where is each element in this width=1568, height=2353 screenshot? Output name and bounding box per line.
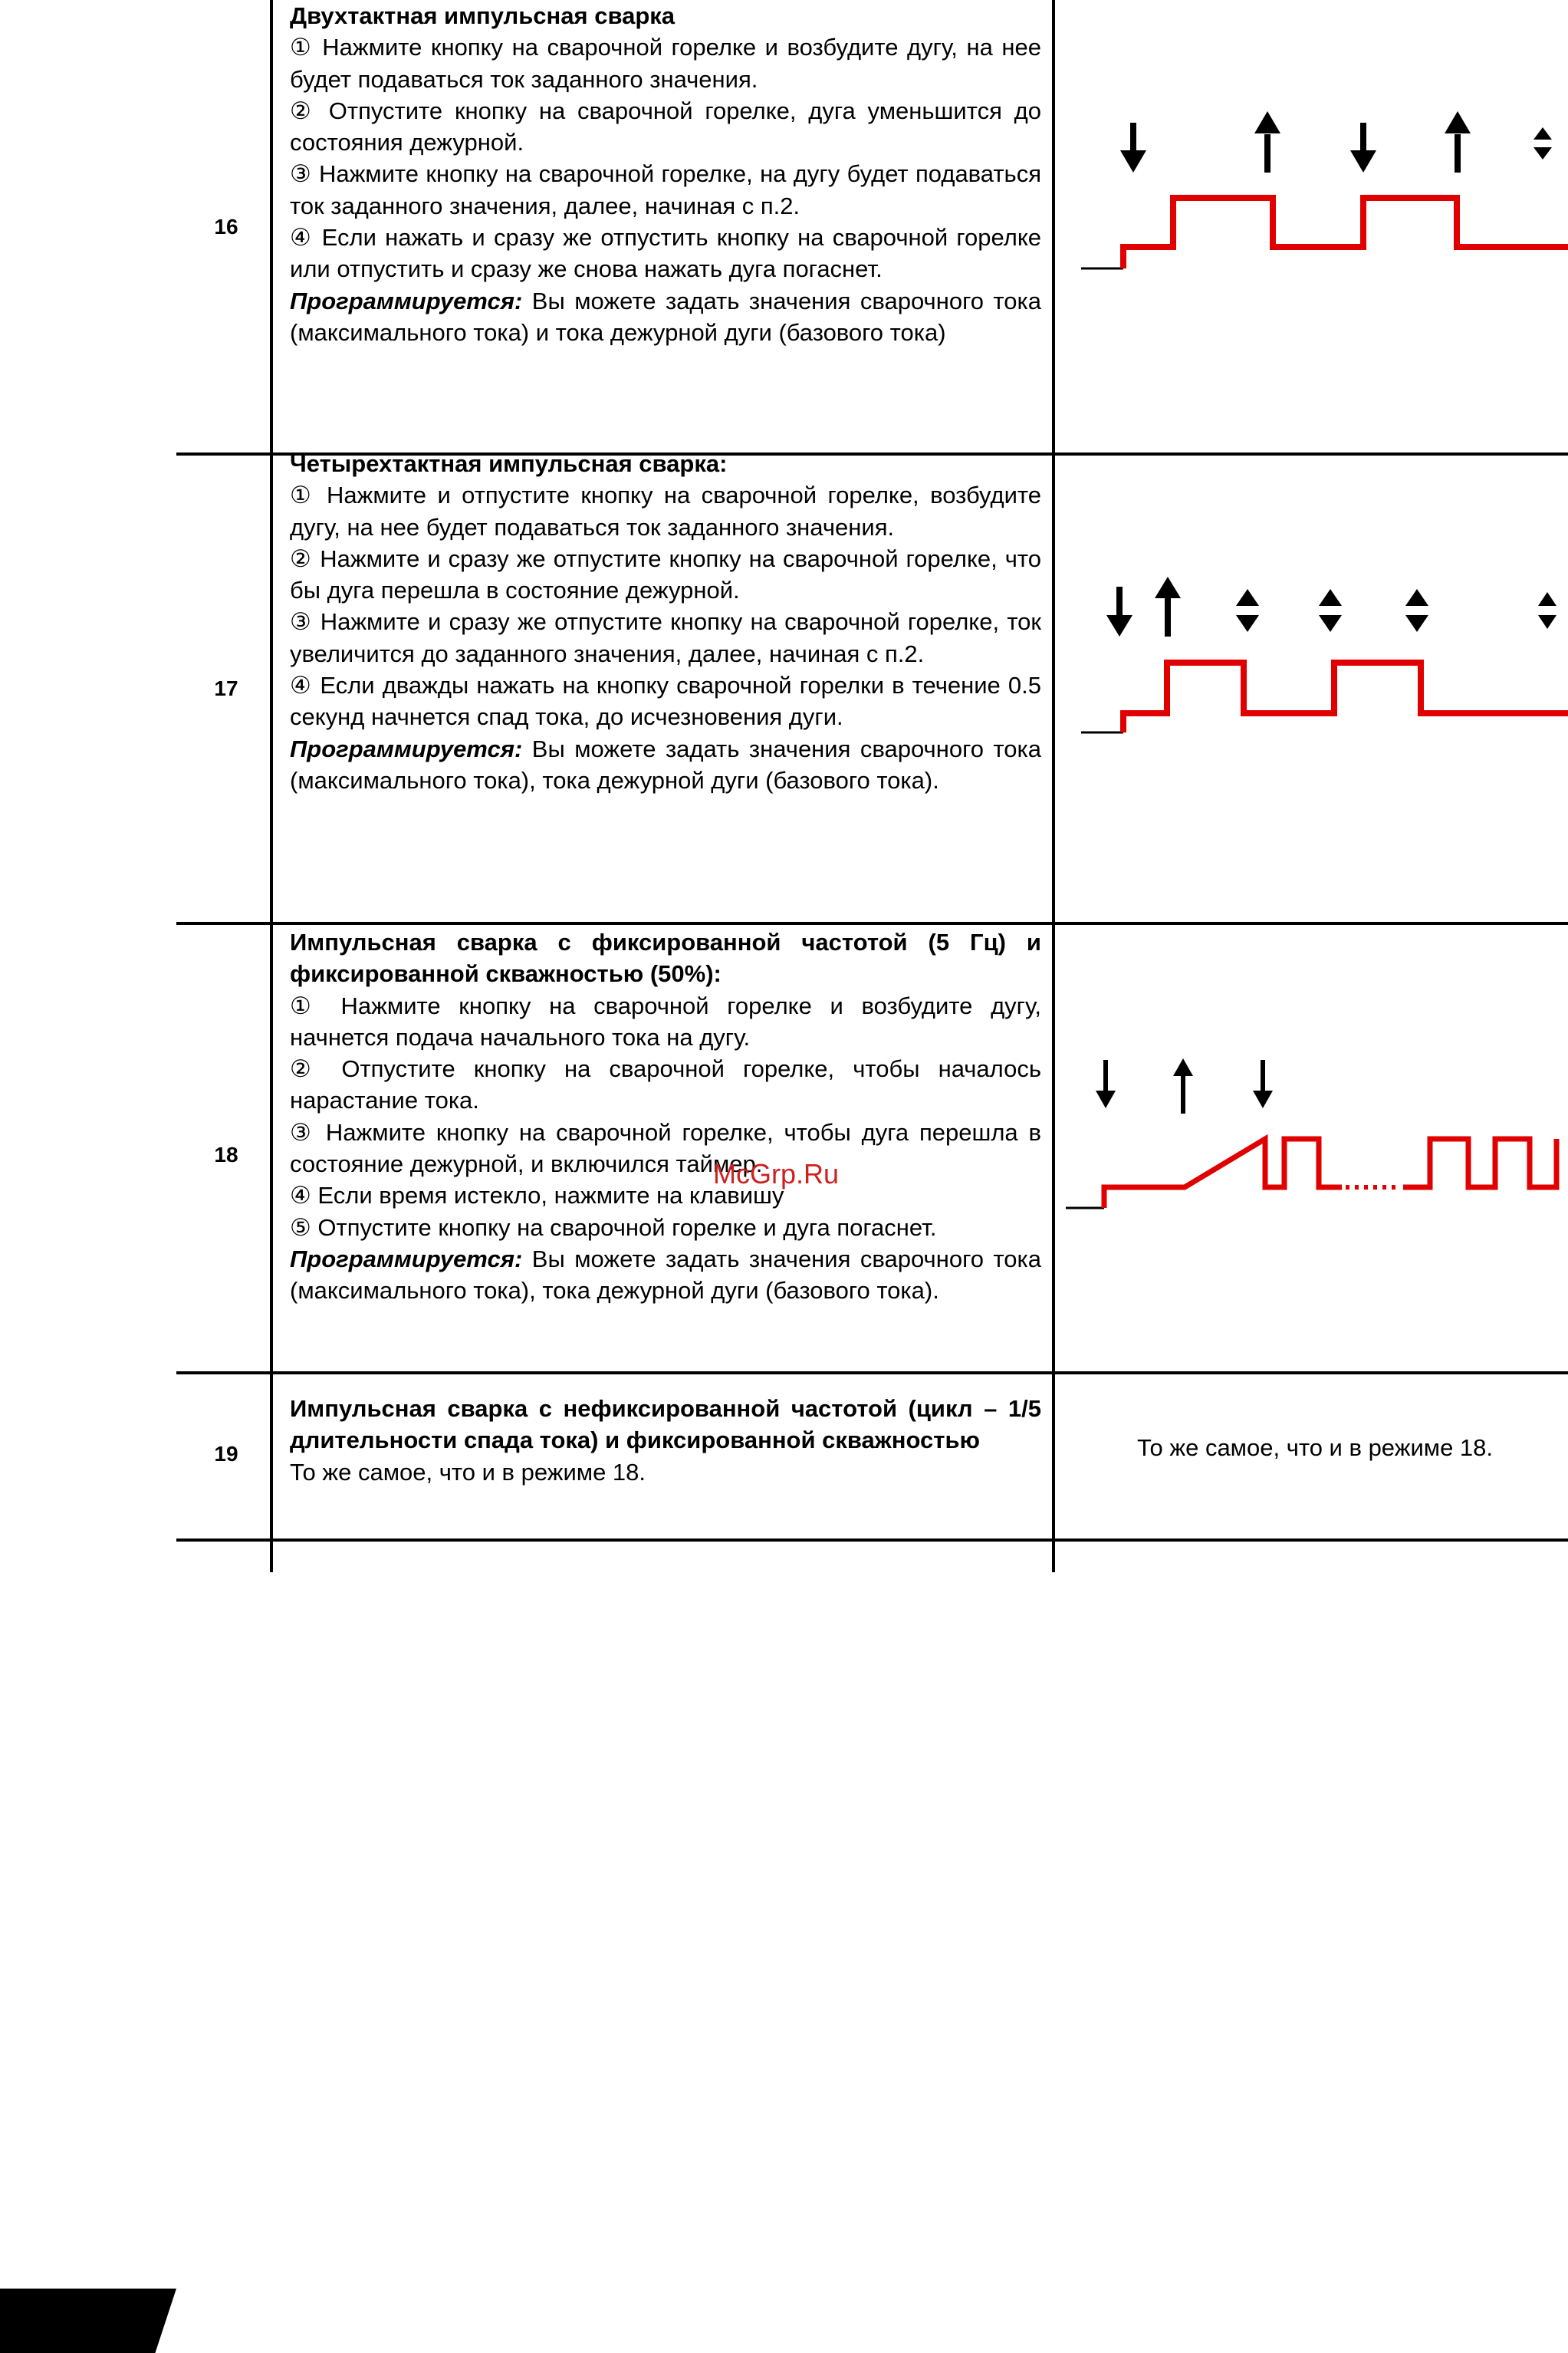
step-4: ④ Если дважды нажать на кнопку сварочной горелки в течение 0.5 секунд начнется спад тока, до исчезновения дуги. xyxy=(290,672,1041,731)
programmable-label: Программируется: xyxy=(290,1245,523,1272)
down-arrow-icon xyxy=(1350,123,1376,173)
row-description xyxy=(290,1393,1041,1488)
programmable-note xyxy=(290,733,1041,797)
row-description xyxy=(290,926,1041,1307)
down-arrow-icon xyxy=(1120,123,1146,173)
programmable-text: Вы можете задать значения сварочного тока (максимального тока), тока дежурной дуги (базового тока). xyxy=(290,1245,1041,1305)
up-down-arrow-icon xyxy=(1236,589,1259,632)
up-arrow-icon xyxy=(1254,111,1280,173)
step-2: ② Отпустите кнопку на сварочной горелке, чтобы началось нарастание тока. xyxy=(290,1055,1041,1114)
step-2: ② Нажмите и сразу же отпустите кнопку на сварочной горелке, что бы дуга перешла в состояние дежурной. xyxy=(290,545,1041,604)
pulse-diagram-16 xyxy=(1066,100,1568,284)
row-description xyxy=(290,448,1041,796)
mode-title: Импульсная сварка с нефиксированной частотой (цикл – 1/5 длительности спада тока) и фиксированной скважностью xyxy=(290,1395,1041,1454)
mode-title: Двухтактная импульсная сварка xyxy=(290,2,676,29)
step-1: ① Нажмите и отпустите кнопку на сварочной горелке, возбудите дугу, на нее будет подаваться ток заданного значения. xyxy=(290,482,1041,541)
row-number: 19 xyxy=(214,1442,238,1466)
current-waveform xyxy=(1123,198,1568,268)
pulse-diagram-17 xyxy=(1066,568,1568,752)
current-waveform xyxy=(1123,663,1568,732)
row-description xyxy=(290,0,1041,348)
diagram-note: То же самое, что и в режиме 18. xyxy=(1136,1434,1494,1461)
up-arrow-icon xyxy=(1155,577,1181,637)
page-corner-tab xyxy=(0,2289,176,2353)
step-3: ③ Нажмите и сразу же отпустите кнопку на сварочной горелке, ток увеличится до заданного значения, далее, начиная с п.2. xyxy=(290,608,1041,667)
current-waveform-tail xyxy=(1403,1139,1556,1187)
mode-title: Четырехтактная импульсная сварка: xyxy=(290,450,728,477)
step-4: ④ Если время истекло, нажмите на клавишу xyxy=(290,1182,784,1209)
row-number: 17 xyxy=(214,676,238,700)
programmable-text: Вы можете задать значения сварочного тока (максимального тока), тока дежурной дуги (базового тока). xyxy=(290,735,1041,794)
step-1: ① Нажмите кнопку на сварочной горелке и возбудите дугу, на нее будет подаваться ток заданного значения. xyxy=(290,34,1041,93)
programmable-text: Вы можете задать значения сварочного тока (максимального тока) и тока дежурной дуги (базового тока) xyxy=(290,287,1041,346)
up-down-arrow-icon xyxy=(1319,589,1342,632)
step-1: ① Нажмите кнопку на сварочной горелке и возбудите дугу, начнется подача начального тока на дугу. xyxy=(290,992,1041,1051)
down-arrow-icon xyxy=(1096,1060,1116,1108)
up-down-arrow-icon xyxy=(1405,589,1428,632)
step-3: ③ Нажмите кнопку на сварочной горелке, на дугу будет подаваться ток заданного значения, далее, начиная с п.2. xyxy=(290,160,1041,219)
programmable-label: Программируется: xyxy=(290,735,523,762)
programmable-note xyxy=(290,1243,1041,1307)
row-divider-18-19 xyxy=(176,1371,1568,1374)
down-arrow-icon xyxy=(1253,1060,1273,1108)
down-arrow-icon xyxy=(1106,587,1132,637)
row-number: 16 xyxy=(214,215,238,239)
step-2: ② Отпустите кнопку на сварочной горелке, дуга уменьшится до состояния дежурной. xyxy=(290,97,1041,156)
table-border-middle xyxy=(1052,0,1055,1572)
up-arrow-icon xyxy=(1445,111,1471,173)
row-number: 18 xyxy=(214,1143,238,1167)
mode-body: То же самое, что и в режиме 18. xyxy=(290,1458,646,1486)
step-4: ④ Если нажать и сразу же отпустить кнопку на сварочной горелке или отпустить и сразу же снова нажать дуга погаснет. xyxy=(290,224,1041,283)
step-5: ⑤ Отпустите кнопку на сварочной горелке и дуга погаснет. xyxy=(290,1213,937,1241)
pulse-diagram-18 xyxy=(1062,1051,1568,1227)
current-waveform xyxy=(1104,1139,1342,1208)
step-3: ③ Нажмите кнопку на сварочной горелке, чтобы дуга перешла в состояние дежурной, и включился таймер. xyxy=(290,1118,1041,1178)
watermark: McGrp.Ru xyxy=(713,1158,840,1190)
programmable-label: Программируется: xyxy=(290,287,523,314)
mode-title: Импульсная сварка с фиксированной частотой (5 Гц) и фиксированной скважностью (50%): xyxy=(290,929,1041,988)
up-down-arrow-icon xyxy=(1533,127,1552,160)
up-arrow-icon xyxy=(1173,1058,1193,1114)
row-divider-19-next xyxy=(176,1538,1568,1542)
row-divider-17-18 xyxy=(176,922,1568,925)
programmable-note xyxy=(290,285,1041,349)
up-down-arrow-icon xyxy=(1538,592,1556,629)
